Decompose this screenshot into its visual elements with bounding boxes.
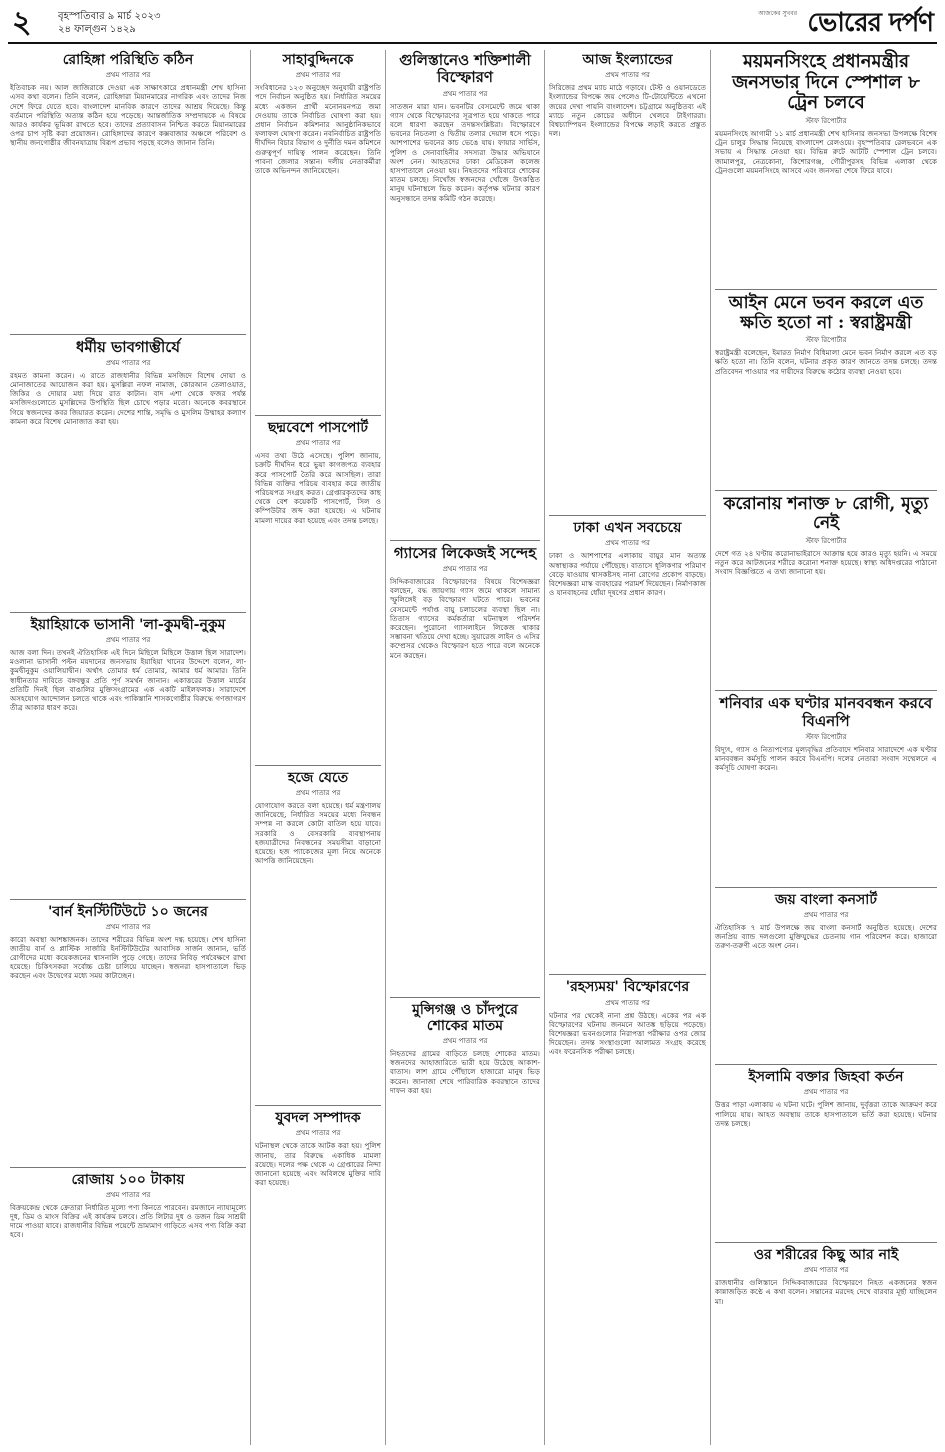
article-divider xyxy=(390,997,540,998)
byline: প্রথম পাতার পর xyxy=(105,358,151,367)
article-headline: আইন মেনে ভবন করলে এত ক্ষতি হতো না : স্বরাষ্ট্রমন্ত্রী xyxy=(728,293,924,333)
article-body: স্বরাষ্ট্রমন্ত্রী বলেছেন, ইমারত নির্মাণ বিধিমালা মেনে ভবন নির্মাণ করলে এত বড় ক্ষতি হতো না। তিনি বলেন, ঘটনার প্রকৃত কারণ জানতে তদন্ত চলছে। তদন্ত প্রতিবেদন পাওয়ার পর দায়ীদের বিরুদ্ধে কঠোর ব্যবস্থা নেওয়া হবে। xyxy=(715,348,937,376)
byline: প্রথম পাতার পর xyxy=(442,1037,488,1045)
article-headline: গ্যাসের লিকেজই সন্দেহ xyxy=(393,543,537,562)
column-1 xyxy=(10,50,246,1445)
article xyxy=(715,695,937,772)
article-divider xyxy=(10,1167,246,1168)
article-body: সিরিজের প্রথম ম্যাচ মাঠে গড়াবে। টেস্ট ও ওয়ানডেতে ইংল্যান্ডের বিপক্ষে জয় পেলেও টি-টোয়েন্টিতে এখনো জয়ের দেখা পায়নি বাংলাদেশ। চট্টগ্রামে অনুষ্ঠিতব্য এই ম্যাচে নতুন কোচের অধীনে খেলবে টাইগাররা। বিশ্বচ্যাম্পিয়ন ইংল্যান্ডের বিপক্ষে লড়াই করতে প্রস্তুত দল। xyxy=(549,83,706,139)
article-body: ঐতিহাসিক ৭ মার্চ উপলক্ষে জয় বাংলা কনসার্ট অনুষ্ঠিত হয়েছে। দেশের জনপ্রিয় ব্যান্ড দলগুলো মুক্তিযুদ্ধের চেতনায় গান পরিবেশন করে। হাজারো তরুণ-তরুণী এতে অংশ নেন। xyxy=(715,922,937,951)
column-divider xyxy=(385,50,386,1445)
article-divider xyxy=(715,1064,937,1065)
article-headline: মুন্সিগঞ্জ ও চাঁদপুরে শোকের মাতম xyxy=(412,1001,518,1034)
article xyxy=(255,1110,381,1187)
article-headline: ইয়াহিয়াকে ভাসানী 'লা-কুমদ্বী-নুকুম xyxy=(30,616,226,633)
article-headline: ধর্মীয় ভাবগাম্ভীর্যে xyxy=(76,337,180,356)
article-divider xyxy=(549,515,706,516)
article xyxy=(715,1069,937,1128)
article xyxy=(390,1002,540,1095)
article-body: দেশে গত ২৪ ঘণ্টায় করোনাভাইরাসে আক্রান্ত হয়ে কারও মৃত্যু হয়নি। এ সময়ে নতুন করে আটজনের শরীরে করোনা শনাক্ত হয়েছে। স্বাস্থ্য অধিদপ্তরের পাঠানো সংবাদ বিজ্ঞপ্তিতে এ তথ্য জানানো হয়। xyxy=(715,548,937,577)
article xyxy=(715,1247,937,1306)
byline: প্রথম পাতার পর xyxy=(605,998,650,1007)
column-divider xyxy=(250,50,251,1445)
article-divider xyxy=(255,1105,381,1106)
article xyxy=(549,52,706,138)
column-3 xyxy=(390,50,540,1445)
article-headline: শনিবার এক ঘণ্টার মানববন্ধন করবে বিএনপি xyxy=(719,694,933,730)
byline: প্রথম পাতার পর xyxy=(803,1266,849,1275)
byline: প্রথম পাতার পর xyxy=(442,564,488,573)
article-body: বিদ্যুৎ, গ্যাস ও নিত্যপণ্যের মূল্যবৃদ্ধির প্রতিবাদে শনিবার সারাদেশে এক ঘণ্টার মানববন্ধন কর্মসূচি পালন করবে বিএনপি। দলের নেতারা সংবাদ সম্মেলনে এ কর্মসূচি ঘোষণা করেন। xyxy=(715,744,937,773)
masthead-rule xyxy=(8,42,937,44)
column-divider xyxy=(710,50,711,1445)
article-body: এসব তথ্য উঠে এসেছে। পুলিশ জানায়, চক্রটি দীর্ঘদিন ধরে ভুয়া কাগজপত্র ব্যবহার করে পাসপোর্ট তৈরি করে আসছিল। তারা বিভিন্ন ব্যক্তির পরিচয় ব্যবহার করে জাতীয় পরিচয়পত্র সংগ্রহ করত। গ্রেপ্তারকৃতদের কাছ থেকে বেশ কয়েকটি পাসপোর্ট, সিল ও কম্পিউটার জব্দ করা হয়েছে। এ ঘটনায় মামলা দায়ের করা হয়েছে এবং তদন্ত চলছে। xyxy=(255,451,381,525)
article xyxy=(255,770,381,866)
byline: স্টাফ রিপোর্টার xyxy=(805,117,847,126)
column-divider xyxy=(544,50,545,1445)
article-headline: 'বার্ন ইনস্টিটিউটে ১০ জনের xyxy=(48,903,208,920)
article-divider xyxy=(715,289,937,290)
article xyxy=(255,52,381,175)
article-headline: ইসলামি বক্তার জিহবা কর্তন xyxy=(748,1069,904,1086)
byline: প্রথম পাতার পর xyxy=(295,71,341,80)
column-2 xyxy=(255,50,381,1445)
article-headline: 'রহস্যময়' বিস্ফোরণের xyxy=(565,979,690,996)
article xyxy=(10,339,246,426)
article-body: উত্তর পাড়া এলাকায় এ ঘটনা ঘটে। পুলিশ জানায়, দুর্বৃত্তরা তাকে আক্রমণ করে পালিয়ে যায়। আহত অবস্থায় তাকে হাসপাতালে ভর্তি করা হয়েছে। ঘটনার তদন্ত চলছে। xyxy=(715,1100,937,1128)
article-body: ইতিবাচক নয়। আল জাজিরাকে দেওয়া এক সাক্ষাৎকারে প্রধানমন্ত্রী শেখ হাসিনা এসব কথা বলেন। তিনি বলেন, রোহিঙ্গারা মিয়ানমারের নাগরিক এবং তাদের নিজ দেশে ফিরে যেতে হবে। বাংলাদেশ মানবিক কারণে তাদের আশ্রয় দিয়েছে। কিন্তু বর্তমানে পরিস্থিতি অত্যন্ত কঠিন হয়ে পড়েছে। আন্তর্জাতিক সম্প্রদায়কে এ বিষয়ে আরও কার্যকর ভূমিকা রাখতে হবে। তাদের প্রত্যাবাসন নিশ্চিত করতে মিয়ানমারের ওপর চাপ সৃষ্টি করা প্রয়োজন। রোহিঙ্গাদের কারণে কক্সবাজার অঞ্চলে পরিবেশ ও স্থানীয় জনগোষ্ঠীর জীবনযাত্রায় বিরূপ প্রভাব পড়ছে বলেও জানান তিনি। xyxy=(10,83,246,148)
article-body: যোগাযোগ করতে বলা হয়েছে। ধর্ম মন্ত্রণালয় জানিয়েছে, নির্ধারিত সময়ের মধ্যে নিবন্ধন সম্পন্ন না করলে কোটা বাতিল হয়ে যাবে। সরকারি ও বেসরকারি ব্যবস্থাপনায় হজযাত্রীদের নিবন্ধনের সময়সীমা বাড়ানো হয়েছে। হজ প্যাকেজের মূল্য নিয়ে অনেকে আপত্তি জানিয়েছেন। xyxy=(255,800,381,866)
article-divider xyxy=(715,690,937,691)
logo-tagline: আজকের সুখবর xyxy=(758,10,797,17)
byline: প্রথম পাতার পর xyxy=(442,89,488,98)
page-number: ২ xyxy=(12,5,32,40)
article xyxy=(549,520,706,597)
article xyxy=(10,617,246,713)
article-divider xyxy=(255,415,381,416)
article-divider xyxy=(10,334,246,335)
article-body: সাতজন মারা যান। ভবনটির বেসমেন্টে জমে থাকা গ্যাস থেকে বিস্ফোরণের সূত্রপাত হয়ে থাকতে পারে বলে ধারণা করছেন তদন্তসংশ্লিষ্টরা। বিস্ফোরণে ভবনের নিচতলা ও দ্বিতীয় তলার দেয়াল ধসে পড়ে। আশপাশের ভবনের কাচ ভেঙে যায়। ফায়ার সার্ভিস, পুলিশ ও সেনাবাহিনীর সদস্যরা উদ্ধার অভিযানে অংশ নেন। আহতদের ঢাকা মেডিকেল কলেজ হাসপাতালে নেওয়া হয়। নিহতদের পরিবারে শোকের মাতম চলছে। নিখোঁজ স্বজনদের খোঁজে উৎকণ্ঠিত মানুষ ঘটনাস্থলে ভিড় করেন। কর্তৃপক্ষ ঘটনার কারণ অনুসন্ধানে তদন্ত কমিটি গঠন করেছে। xyxy=(390,101,540,203)
byline: স্টাফ রিপোর্টার xyxy=(805,732,847,741)
article-headline: হজে যেতে xyxy=(287,769,349,786)
article-divider xyxy=(715,1242,937,1243)
article-headline: ময়মনসিংহে প্রধানমন্ত্রীর জনসভার দিনে স্পেশাল ৮ ট্রেন চলবে xyxy=(732,51,920,114)
article xyxy=(549,979,706,1056)
article xyxy=(10,1172,246,1240)
article xyxy=(715,294,937,376)
byline: প্রথম পাতার পর xyxy=(105,71,151,80)
masthead xyxy=(8,6,937,40)
article xyxy=(10,52,246,148)
article-divider xyxy=(715,490,937,491)
newspaper-logo: ভোরের দর্পণ xyxy=(807,8,933,38)
date-bangla: ২৪ ফাল্গুন ১৪২৯ xyxy=(58,24,136,35)
article-body: ঢাকা ও আশপাশের এলাকায় বায়ুর মান অত্যন্ত অস্বাস্থ্যকর পর্যায়ে পৌঁছেছে। বাতাসে ধূলিকণার পরিমাণ বেড়ে যাওয়ায় শ্বাসকষ্টসহ নানা রোগের প্রকোপ বাড়ছে। বিশেষজ্ঞরা মাস্ক ব্যবহারের পরামর্শ দিয়েছেন। নির্মাণকাজ ও যানবাহনের ধোঁয়া দূষণের প্রধান কারণ। xyxy=(549,551,706,598)
byline: প্রথম পাতার পর xyxy=(803,910,849,919)
article-body: আজ বলা দিন। তখনই ঐতিহাসিক এই দিনে মিছিলে মিছিলে উত্তাল ছিল সারাদেশ। মওলানা ভাসানী পল্টন ময়দানের জনসভায় ইয়াহিয়া খানের উদ্দেশে বলেন, লা-কুমদ্বীনুকুম ওয়ালিয়াদ্বীন। অর্থাৎ তোমার ধর্ম তোমার, আমার ধর্ম আমার। তিনি স্বাধীনতার দাবিতে বঙ্গবন্ধুর প্রতি পূর্ণ সমর্থন জানান। একাত্তরের উত্তাল মার্চের প্রতিটি দিনই ছিল বাঙালির মুক্তিসংগ্রামের এক একটি মাইলফলক। সারাদেশে অসহযোগ আন্দোলন চলতে থাকে এবং পাকিস্তানি শাসকগোষ্ঠীর বিরুদ্ধে গণজাগরণ তীব্র আকার ধারণ করে। xyxy=(10,648,246,713)
article-body: রহমত কামনা করেন। এ রাতে রাজধানীর বিভিন্ন মসজিদে বিশেষ দোয়া ও মোনাজাতের আয়োজন করা হয়। মুসল্লিরা নফল নামাজ, কোরআন তেলাওয়াত, জিকির ও দোয়ার মধ্য দিয়ে রাত কাটান। বাদ এশা থেকে ফজর পর্যন্ত মসজিদগুলোতে মুসল্লিদের উপস্থিতি ছিল চোখে পড়ার মতো। অনেকে কবরস্থানে গিয়ে স্বজনদের কবর জিয়ারত করেন। দেশের শান্তি, সমৃদ্ধি ও মুসলিম উম্মাহর কল্যাণ কামনা করে বিশেষ মোনাজাত করা হয়। xyxy=(10,370,246,426)
article-headline: সাহাবুদ্দিনকে xyxy=(282,52,354,68)
article-body: কারো অবস্থা আশঙ্কাজনক। তাদের শরীরের বিভিন্ন অংশ দগ্ধ হয়েছে। শেখ হাসিনা জাতীয় বার্ন ও প্লাস্টিক সার্জারি ইনস্টিটিউটের আবাসিক সার্জন জানান, ভর্তি রোগীদের মধ্যে কয়েকজনের শ্বাসনালি পুড়ে গেছে। তাদের নিবিড় পর্যবেক্ষণে রাখা হয়েছে। চিকিৎসকরা সর্বোচ্চ চেষ্টা চালিয়ে যাচ্ছেন। স্বজনরা হাসপাতালে ভিড় করছেন এবং উদ্বেগের মধ্যে সময় কাটাচ্ছেন। xyxy=(10,934,246,981)
article-divider xyxy=(10,899,246,900)
article-divider xyxy=(549,974,706,975)
article xyxy=(10,904,246,981)
article-headline: রোজায় ১০০ টাকায় xyxy=(71,1171,185,1188)
byline: প্রথম পাতার পর xyxy=(295,1129,341,1138)
article-divider xyxy=(10,612,246,613)
article-body: ময়মনসিংহে আগামী ১১ মার্চ প্রধানমন্ত্রী শেখ হাসিনার জনসভা উপলক্ষে বিশেষ ট্রেন চালুর সিদ্ধান্ত নিয়েছে বাংলাদেশ রেলওয়ে। বৃহস্পতিবার রেলভবনে এক সভায় এ সিদ্ধান্ত নেওয়া হয়। বিভিন্ন রুটে আটটি স্পেশাল ট্রেন চলবে। জামালপুর, নেত্রকোনা, কিশোরগঞ্জ, গৌরীপুরসহ বিভিন্ন এলাকা থেকে ট্রেনগুলো ময়মনসিংহে আসবে এবং জনসভা শেষে ফিরে যাবে। xyxy=(715,129,937,175)
article-headline: আজ ইংল্যান্ডের xyxy=(582,52,673,68)
article-body: বিক্রয়কেন্দ্র থেকে ক্রেতারা নির্ধারিত মূল্যে পণ্য কিনতে পারবেন। রমজানে ন্যায্যমূল্যে দুধ, ডিম ও মাংস বিক্রির এই কার্যক্রম চলবে। প্রতি লিটার দুধ ও ডজন ডিম সাশ্রয়ী দামে পাওয়া যাবে। রাজধানীর বিভিন্ন পয়েন্টে ভ্রাম্যমাণ গাড়িতে এসব পণ্য বিক্রি করা হবে। xyxy=(10,1202,246,1240)
article-divider xyxy=(255,765,381,766)
article-body: সংবিধানের ১২৩ অনুচ্ছেদ অনুযায়ী রাষ্ট্রপতি পদে নির্বাচন অনুষ্ঠিত হয়। নির্ধারিত সময়ের মধ্যে একজন প্রার্থী মনোনয়নপত্র জমা দেওয়ায় তাকে নির্বাচিত ঘোষণা করা হয়। প্রধান নির্বাচন কমিশনার আনুষ্ঠানিকভাবে ফলাফল ঘোষণা করেন। নবনির্বাচিত রাষ্ট্রপতি দীর্ঘদিন বিচার বিভাগ ও দুর্নীতি দমন কমিশনে গুরুত্বপূর্ণ দায়িত্ব পালন করেছেন। তিনি পাবনা জেলার সন্তান। দলীয় নেতাকর্মীরা তাকে অভিনন্দন জানিয়েছেন। xyxy=(255,83,381,175)
byline: প্রথম পাতার পর xyxy=(105,1190,151,1199)
byline: প্রথম পাতার পর xyxy=(803,1088,849,1097)
article-body: নিহতদের গ্রামের বাড়িতে চলছে শোকের মাতম। স্বজনদের আহাজারিতে ভারী হয়ে উঠেছে আকাশ-বাতাস। লাশ গ্রামে পৌঁছালে হাজারো মানুষ ভিড় করেন। জানাজা শেষে পারিবারিক কবরস্থানে তাদের দাফন করা হয়। xyxy=(390,1049,540,1095)
date-block xyxy=(58,10,161,36)
article xyxy=(715,892,937,951)
article-body: রাজধানীর গুলিস্তানে সিদ্দিকবাজারের বিস্ফোরণে নিহত একজনের স্বজন কান্নাজড়িত কণ্ঠে এ কথা বলেন। সন্তানের মরদেহ দেখে বারবার মূর্ছা যাচ্ছিলেন মা। xyxy=(715,1278,937,1306)
byline: প্রথম পাতার পর xyxy=(295,439,341,448)
article-body: ঘটনাস্থল থেকে তাকে আটক করা হয়। পুলিশ জানায়, তার বিরুদ্ধে একাধিক মামলা রয়েছে। দলের পক্ষ থেকে এ গ্রেপ্তারের নিন্দা জানানো হয়েছে এবং অবিলম্বে মুক্তির দাবি করা হয়েছে। xyxy=(255,1141,381,1188)
article-headline: গুলিস্তানেও শক্তিশালী বিস্ফোরণ xyxy=(399,51,531,87)
article-headline: যুবদল সম্পাদক xyxy=(275,1110,361,1127)
article-headline: ঢাকা এখন সবচেয়ে xyxy=(573,520,682,537)
article xyxy=(255,420,381,525)
byline: প্রথম পাতার পর xyxy=(605,539,650,548)
byline: প্রথম পাতার পর xyxy=(105,922,151,931)
article-headline: করোনায় শনাক্ত ৮ রোগী, মৃত্যু নেই xyxy=(723,493,929,534)
article xyxy=(390,545,540,660)
byline: প্রথম পাতার পর xyxy=(605,71,650,80)
article-headline: জয় বাংলা কনসার্ট xyxy=(775,891,877,908)
byline: স্টাফ রিপোর্টার xyxy=(805,536,847,545)
article-divider xyxy=(715,887,937,888)
article xyxy=(390,52,540,203)
article-body: ঘটনার পর থেকেই নানা প্রশ্ন উঠছে। একের পর এক বিস্ফোরণের ঘটনায় জনমনে আতঙ্ক ছড়িয়ে পড়েছে। বিশেষজ্ঞরা ভবনগুলোর নিরাপত্তা পরীক্ষার ওপর জোর দিয়েছেন। তদন্ত সংস্থাগুলো আলামত সংগ্রহ করেছে এবং ফরেনসিক পরীক্ষা চলছে। xyxy=(549,1010,706,1057)
article-body: সিদ্দিকবাজারের বিস্ফোরণের বিষয়ে বিশেষজ্ঞরা বলছেন, বদ্ধ জায়গায় গ্যাস জমে থাকলে সামান্য স্ফুলিঙ্গেই বড় বিস্ফোরণ ঘটতে পারে। ভবনের বেসমেন্টে পর্যাপ্ত বায়ু চলাচলের ব্যবস্থা ছিল না। তিতাস গ্যাসের কর্মকর্তারা ঘটনাস্থল পরিদর্শন করেছেন। পুরোনো গ্যাসলাইনে লিকেজ থাকার সম্ভাবনা খতিয়ে দেখা হচ্ছে। সুয়ারেজ লাইন ও এসির কম্প্রেসর থেকেও বিস্ফোরণ হতে পারে বলে অনেকে মনে করছেন। xyxy=(390,576,540,660)
column-5 xyxy=(715,50,937,1445)
article-divider xyxy=(390,540,540,541)
byline: প্রথম পাতার পর xyxy=(295,788,341,797)
article-headline: ওর শরীরের কিছু আর নাই xyxy=(753,1247,899,1263)
article-headline: রোহিঙ্গা পরিস্থিতি কঠিন xyxy=(62,52,194,68)
byline: প্রথম পাতার পর xyxy=(105,636,151,645)
byline: স্টাফ রিপোর্টার xyxy=(805,336,847,345)
column-4 xyxy=(549,50,706,1445)
article xyxy=(715,495,937,577)
article-headline: ছদ্মবেশে পাসপোর্ট xyxy=(267,420,369,437)
date-english: বৃহস্পতিবার ৯ মার্চ ২০২৩ xyxy=(58,11,161,22)
article xyxy=(715,52,937,175)
